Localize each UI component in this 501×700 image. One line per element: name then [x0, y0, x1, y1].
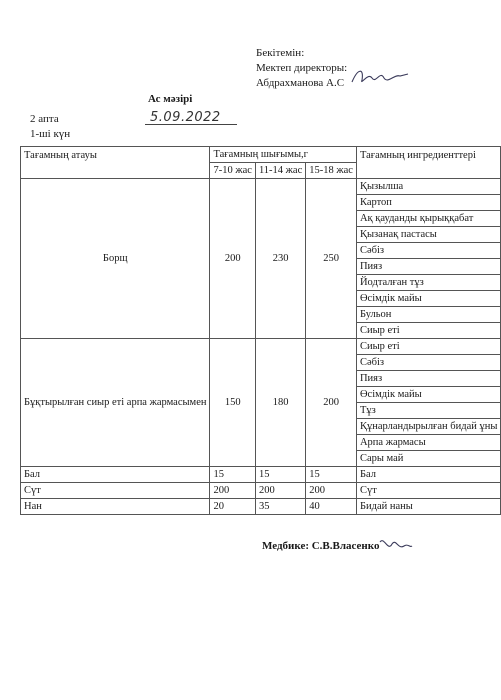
portion-value: 200 — [210, 483, 255, 499]
portion-value: 200 — [306, 339, 357, 467]
ingredient: Арпа жармасы — [356, 435, 500, 451]
ingredient: Картоп — [356, 195, 500, 211]
ingredient: Бидай наны — [356, 499, 500, 515]
director-signature — [350, 64, 410, 88]
portion-value: 35 — [255, 499, 305, 515]
ingredient: Йодталған тұз — [356, 275, 500, 291]
ingredient: Тұз — [356, 403, 500, 419]
dish-name: Нан — [21, 499, 210, 515]
medic-signoff: Медбике: С.В.Власенко — [262, 540, 380, 552]
portion-value: 15 — [255, 467, 305, 483]
portion-value: 200 — [210, 179, 255, 339]
menu-title: Ас мәзірі — [148, 93, 193, 105]
portion-value: 200 — [255, 483, 305, 499]
ingredient: Пияз — [356, 259, 500, 275]
portion-value: 15 — [210, 467, 255, 483]
approval-name: Абдрахманова А.С — [256, 77, 345, 89]
table-row — [21, 499, 501, 515]
dish-name: Борщ — [21, 179, 210, 339]
header-ingredients: Тағамның ингредиенттері — [356, 147, 500, 179]
menu-table — [20, 146, 501, 515]
approval-block — [256, 46, 347, 91]
ingredient: Құнарландырылған бидай ұны — [356, 419, 500, 435]
ingredient: Сәбіз — [356, 355, 500, 371]
ingredient: Сары май — [356, 451, 500, 467]
ingredient: Сүт — [356, 483, 500, 499]
age-11-14: 11-14 жас — [255, 163, 305, 179]
portion-value: 15 — [306, 467, 357, 483]
ingredient: Ақ қауданды қырыққабат — [356, 211, 500, 227]
age-7-10: 7-10 жас — [210, 163, 255, 179]
header-portion: Тағамның шығымы,г — [210, 147, 356, 163]
portion-value: 180 — [255, 339, 305, 467]
header-dish: Тағамның атауы — [21, 147, 210, 179]
approval-position: Мектеп директоры: — [256, 62, 348, 74]
ingredient: Қызанақ пастасы — [356, 227, 500, 243]
portion-value: 250 — [306, 179, 357, 339]
portion-value: 200 — [306, 483, 357, 499]
week-label: 2 апта — [30, 113, 59, 125]
table-row — [21, 339, 501, 355]
date-underline — [145, 124, 237, 125]
ingredient: Бал — [356, 467, 500, 483]
medic-signature — [378, 534, 414, 556]
ingredient: Сәбіз — [356, 243, 500, 259]
portion-value: 150 — [210, 339, 255, 467]
ingredient: Өсімдік майы — [356, 291, 500, 307]
dish-name: Бал — [21, 467, 210, 483]
table-row — [21, 467, 501, 483]
ingredient: Сиыр еті — [356, 323, 500, 339]
ingredient: Пияз — [356, 371, 500, 387]
week-block — [30, 112, 70, 142]
day-label: 1-ші күн — [30, 128, 71, 140]
portion-value: 20 — [210, 499, 255, 515]
menu-date: 5.09.2022 — [150, 110, 221, 125]
ingredient: Сиыр еті — [356, 339, 500, 355]
ingredient: Өсімдік майы — [356, 387, 500, 403]
table-row — [21, 483, 501, 499]
age-15-18: 15-18 жас — [306, 163, 357, 179]
dish-name: Бұқтырылған сиыр еті арпа жармасымен — [21, 339, 210, 467]
table-row — [21, 179, 501, 195]
approval-label: Бекітемін: — [256, 47, 305, 59]
table-header-row — [21, 147, 501, 163]
portion-value: 230 — [255, 179, 305, 339]
portion-value: 40 — [306, 499, 357, 515]
dish-name: Сүт — [21, 483, 210, 499]
ingredient: Бульон — [356, 307, 500, 323]
ingredient: Қызылша — [356, 179, 500, 195]
